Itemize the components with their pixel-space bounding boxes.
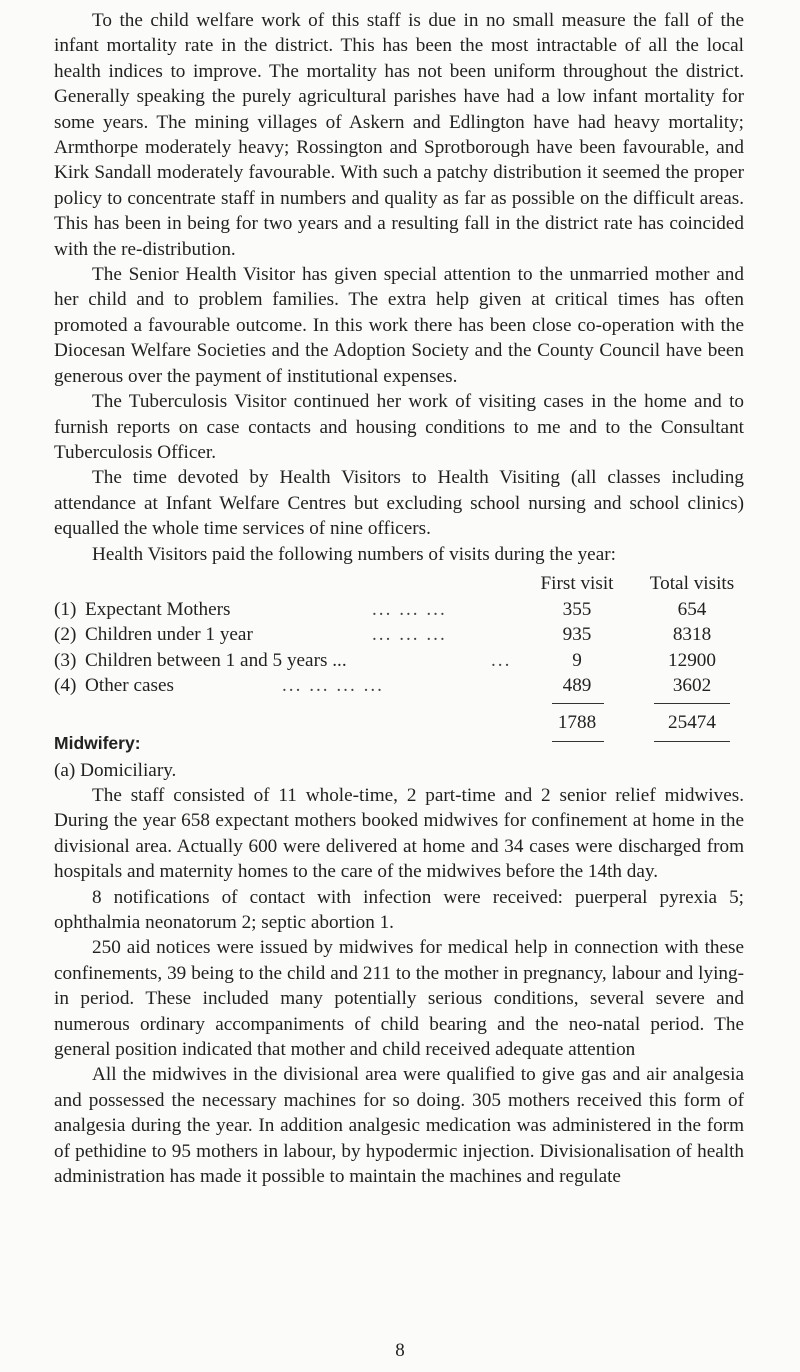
table-row [54,597,744,622]
total-rule-top [654,703,730,704]
visits-table [54,571,744,747]
paragraph-notifications: 8 notifications of contact with infection were received: puerperal pyrexia 5; ophthalmia neonatorum 2; septic abortion 1. [54,886,744,933]
paragraph-analgesia: All the midwives in the divisional area were qualified to give gas and air analgesia and possessed the necessary machines for so doing. 305 mothers received this form of analgesia during the year. In addition analgesic medication was administered in the form of pethidine to 95 mothers in labour, by hypodermic injection. Divisionalisation of health administration has made it possible to maintain the machines and regulate [54,1064,744,1187]
paragraph-time-devoted: The time devoted by Health Visitors to Health Visiting (all classes including attendance at Infant Welfare Centres but excluding school nursing and school clinics) equalled the whole time services of nine officers. [54,467,744,540]
visits-table-totals [54,699,744,747]
row-first-visit: 489 [562,675,592,697]
row-first-visit: 9 [572,649,582,671]
row-total-visits: 8318 [672,624,712,646]
row-label: Children under 1 year [85,624,253,646]
row-total-visits: 654 [677,598,707,620]
document-page [54,8,744,1189]
row-leader-dots: ... ... ... [372,598,447,620]
paragraph-visits-intro: Health Visitors paid the following numbers of visits during the year: [92,543,616,565]
row-leader-dots: ... ... ... ... [282,675,384,697]
paragraph-infant-mortality: To the child welfare work of this staff is due in no small measure the fall of the infant mortality rate in the district. This has been the most intractable of all the local health indices to improve. The mortality has not been uniform throughout the district. Generally speaking the purely agricultural parishes have had a low infant mortality for some years. The mining villages of Askern and Edlington have had heavy mortality; Armthorpe moderately heavy; Rossington and Sprotborough have been favourable, and Kirk Sandall moderately favourable. With such a patchy distribution it seemed the proper policy to concentrate staff in numbers and quality as far as possible on the difficult areas. This has been in being for two years and a resulting fall in the district rate has coincided with the re-distribution. [54,10,744,260]
section-heading-midwifery: Midwifery: [54,732,141,753]
paragraph-midwifery-staff: The staff consisted of 11 whole-time, 2 part-time and 2 senior relief midwives. During the year 658 expectant mothers booked midwives for confinement at home in the divisional area. Actually 600 were delivered at home and 34 cases were discharged from hospitals and maternity homes to the care of the midwives before the 14th day. [54,784,744,883]
page-number: 8 [395,1340,405,1361]
subheading-domiciliary: (a) Domiciliary. [54,759,177,781]
total-rule-top [552,703,604,704]
paragraph-aid-notices: 250 aid notices were issued by midwives for medical help in connection with these confinements, 39 being to the child and 211 to the mother in pregnancy, labour and lying-in period. These included many potentially serious conditions, several severe and numerous ordinary accompaniments of child bearing and the neo-natal period. The general position indicated that mother and child received adequate attention [54,937,744,1060]
row-label: Children between 1 and 5 years ... [85,649,347,671]
total-rule-bottom [552,741,604,742]
table-row [54,673,744,698]
row-number: (2) [54,624,77,646]
table-row [54,648,744,673]
total-rule-bottom [654,741,730,742]
total-first-visit: 1788 [557,711,597,733]
row-first-visit: 355 [562,598,592,620]
paragraph-senior-health-visitor: The Senior Health Visitor has given special attention to the unmarried mother and her child and to problem families. The extra help given at critical times has often promoted a favourable outcome. In this work there has been close co-operation with the Diocesan Welfare Societies and the Adoption Society and the County Council have been generous over the payment of institutional expenses. [54,264,744,387]
paragraph-tuberculosis-visitor: The Tuberculosis Visitor continued her work of visiting cases in the home and to furnish reports on case contacts and housing conditions to me and to the Consultant Tuberculosis Officer. [54,391,744,463]
row-leader-dots: ... [491,649,512,671]
column-header-first-visit: First visit [540,572,614,594]
table-row [54,622,744,647]
column-header-total-visits: Total visits [649,572,735,594]
row-total-visits: 12900 [668,649,716,671]
total-total-visits: 25474 [668,711,716,733]
row-number: (1) [54,598,77,620]
row-total-visits: 3602 [672,675,712,697]
row-first-visit: 935 [562,624,592,646]
row-number: (3) [54,649,77,671]
row-label: Other cases [85,675,174,697]
row-label: Expectant Mothers [85,598,231,620]
visits-table-header [54,571,744,597]
row-number: (4) [54,675,77,697]
row-leader-dots: ... ... ... [372,624,447,646]
